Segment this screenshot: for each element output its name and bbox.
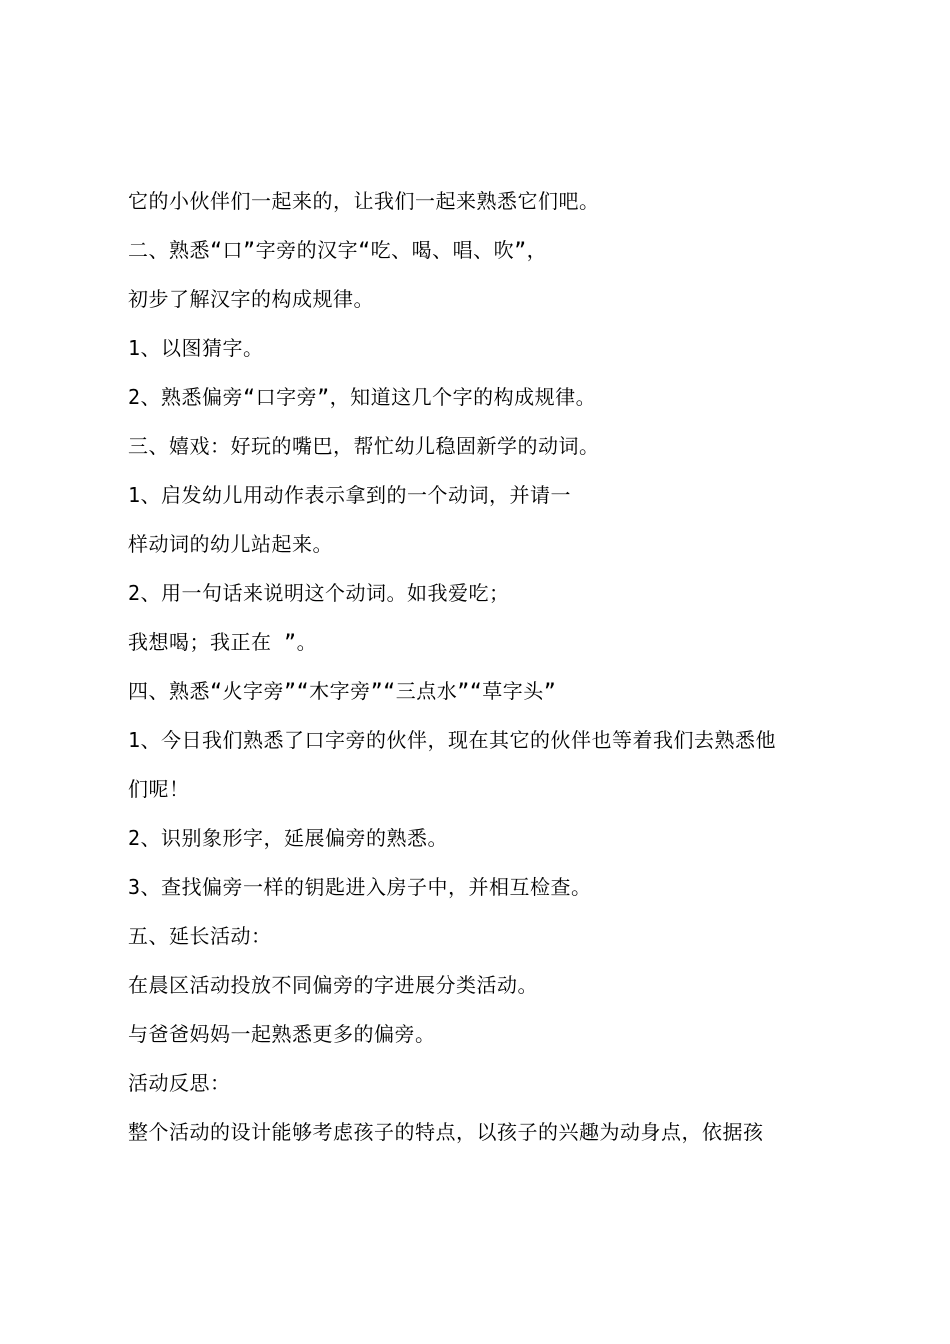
section-heading: 四、熟悉“火字旁”“木字旁”“三点水”“草字头” xyxy=(128,679,557,703)
section-heading: 活动反思： xyxy=(128,1071,231,1095)
document-body xyxy=(128,189,848,1169)
list-item: 1、今日我们熟悉了口字旁的伙伴，现在其它的伙伴也等着我们去熟悉他 xyxy=(128,728,777,752)
section-heading: 三、嬉戏：好玩的嘴巴，帮忙幼儿稳固新学的动词。 xyxy=(128,434,600,458)
list-item: 1、以图猜字。 xyxy=(128,336,264,360)
text-line: 们呢！ xyxy=(128,777,190,801)
section-heading: 二、熟悉“口”字旁的汉字“吃、喝、唱、吹”， xyxy=(128,238,548,262)
text-line: 与爸爸妈妈一起熟悉更多的偏旁。 xyxy=(128,1022,436,1046)
text-line: 我想喝；我正在 ”。 xyxy=(128,630,318,654)
list-item: 1、启发幼儿用动作表示拿到的一个动词，并请一 xyxy=(128,483,572,507)
text-line: 在晨区活动投放不同偏旁的字进展分类活动。 xyxy=(128,973,538,997)
list-item: 2、识别象形字，延展偏旁的熟悉。 xyxy=(128,826,449,850)
list-item: 3、查找偏旁一样的钥匙进入房子中，并相互检查。 xyxy=(128,875,592,899)
text-line: 整个活动的设计能够考虑孩子的特点，以孩子的兴趣为动身点，依据孩 xyxy=(128,1120,764,1144)
text-line: 初步了解汉字的构成规律。 xyxy=(128,287,374,311)
section-heading: 五、延长活动： xyxy=(128,924,272,948)
text-line: 它的小伙伴们一起来的，让我们一起来熟悉它们吧。 xyxy=(128,189,600,213)
list-item: 2、用一句话来说明这个动词。如我爱吃； xyxy=(128,581,510,605)
list-item: 2、熟悉偏旁“口字旁”，知道这几个字的构成规律。 xyxy=(128,385,597,409)
text-line: 样动词的幼儿站起来。 xyxy=(128,532,333,556)
